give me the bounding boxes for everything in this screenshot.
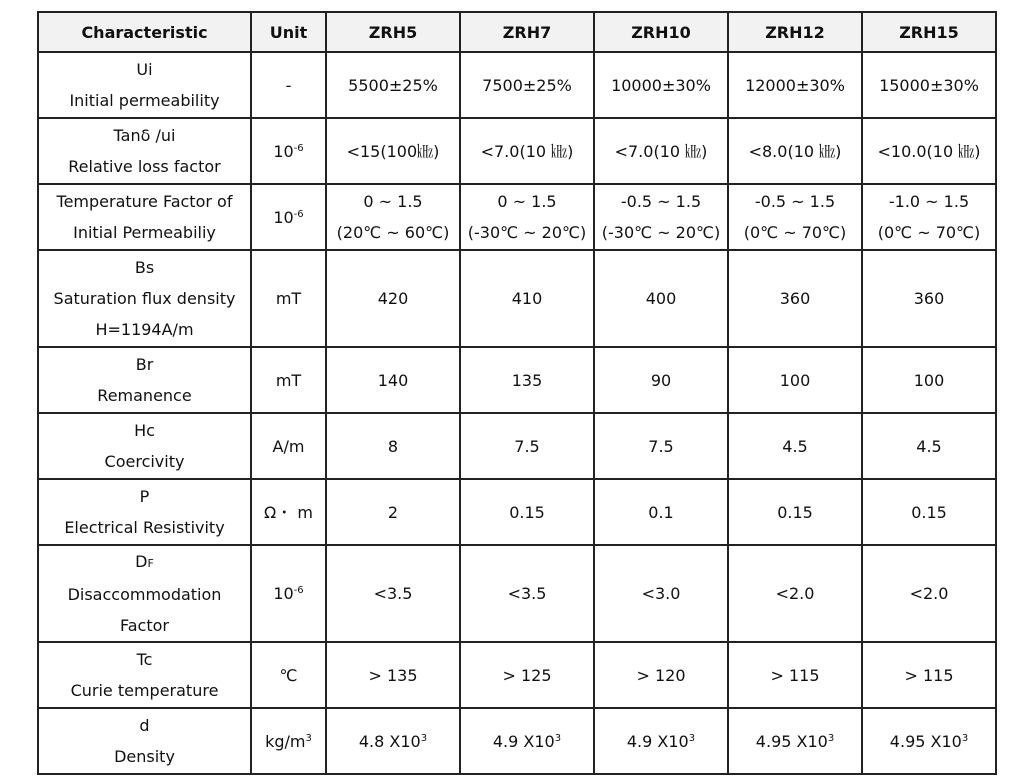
value-mantissa: 4.8 X10 [358, 731, 421, 751]
characteristic-cell [38, 708, 251, 774]
table-row [38, 642, 996, 708]
value-range: 0 ~ 1.5 [497, 192, 557, 211]
value-cell: > 120 [594, 642, 728, 708]
unit-exponent: -6 [293, 208, 304, 220]
table-row [38, 250, 996, 347]
unit-cell: Ω・ m [251, 479, 326, 545]
table-row [38, 708, 996, 774]
value-cell: <10.0(10 ㎑) [862, 118, 996, 184]
value-mantissa: 4.95 X10 [755, 731, 828, 751]
value-cell [862, 708, 996, 774]
value-cell: 10000±30% [594, 52, 728, 118]
value-range: -0.5 ~ 1.5 [620, 192, 702, 211]
characteristic-symbol [41, 546, 248, 579]
value-mantissa: 4.95 X10 [889, 731, 962, 751]
symbol-base: D [135, 552, 148, 571]
characteristic-name: Saturation flux density [53, 289, 236, 308]
characteristic-name-line1: Disaccommodation [67, 585, 222, 604]
header-characteristic: Characteristic [38, 12, 251, 52]
characteristic-name: Electrical Resistivity [64, 518, 225, 537]
characteristic-cell [38, 250, 251, 347]
value-cell [594, 708, 728, 774]
characteristic-name: Initial permeability [69, 91, 220, 110]
value-cell: 360 [862, 250, 996, 347]
characteristic-name-line1: Temperature Factor of [56, 192, 233, 211]
value-temp-range: (20℃ ~ 60℃) [336, 223, 450, 242]
symbol-subscript: F [147, 557, 154, 570]
value-cell: <15(100㎑) [326, 118, 460, 184]
value-cell [728, 708, 862, 774]
value-cell [326, 708, 460, 774]
unit-cell [251, 708, 326, 774]
table-row [38, 184, 996, 250]
characteristic-name-line2: Initial Permeabiliy [73, 223, 216, 242]
table-row [38, 52, 996, 118]
characteristic-cell [38, 184, 251, 250]
unit-cell: mT [251, 347, 326, 413]
characteristic-name: Density [114, 747, 175, 766]
value-temp-range: (0℃ ~ 70℃) [743, 223, 847, 242]
value-cell: 4.5 [728, 413, 862, 479]
characteristic-name: Curie temperature [70, 681, 219, 700]
characteristic-cell [38, 347, 251, 413]
header-zrh10: ZRH10 [594, 12, 728, 52]
value-cell: <8.0(10 ㎑) [728, 118, 862, 184]
value-cell: 7500±25% [460, 52, 594, 118]
value-cell: 400 [594, 250, 728, 347]
unit-cell: mT [251, 250, 326, 347]
value-cell: 0.15 [460, 479, 594, 545]
value-cell [594, 184, 728, 250]
value-cell: 360 [728, 250, 862, 347]
characteristic-condition: H=1194A/m [95, 320, 194, 339]
value-cell [460, 708, 594, 774]
characteristic-cell [38, 642, 251, 708]
value-exponent: 3 [554, 732, 562, 744]
characteristic-name-line2: Factor [120, 616, 169, 635]
value-exponent: 3 [420, 732, 428, 744]
unit-cell: ℃ [251, 642, 326, 708]
value-cell [728, 184, 862, 250]
value-cell: <2.0 [862, 545, 996, 642]
unit-exponent: 3 [305, 732, 312, 744]
table-row [38, 118, 996, 184]
unit-exponent: -6 [293, 585, 304, 596]
value-mantissa: 4.9 X10 [492, 731, 555, 751]
table-row [38, 413, 996, 479]
value-cell: 7.5 [460, 413, 594, 479]
unit-cell [251, 184, 326, 250]
value-cell [326, 184, 460, 250]
value-cell [862, 184, 996, 250]
value-cell: > 125 [460, 642, 594, 708]
value-cell: 90 [594, 347, 728, 413]
value-range: -0.5 ~ 1.5 [754, 192, 836, 211]
value-cell: 0.15 [728, 479, 862, 545]
value-cell: 5500±25% [326, 52, 460, 118]
value-cell: 0.15 [862, 479, 996, 545]
header-zrh7: ZRH7 [460, 12, 594, 52]
value-cell: <7.0(10 ㎑) [460, 118, 594, 184]
characteristic-symbol: Bs [134, 258, 155, 277]
characteristic-name: Coercivity [104, 452, 185, 471]
value-range: -1.0 ~ 1.5 [888, 192, 970, 211]
value-temp-range: (-30℃ ~ 20℃) [601, 223, 721, 242]
characteristic-symbol: d [139, 716, 150, 735]
value-cell: 0.1 [594, 479, 728, 545]
value-cell: 8 [326, 413, 460, 479]
header-unit: Unit [251, 12, 326, 52]
characteristic-cell [38, 545, 251, 642]
header-zrh12: ZRH12 [728, 12, 862, 52]
characteristic-cell [38, 52, 251, 118]
characteristic-name: Remanence [97, 386, 192, 405]
value-cell: > 135 [326, 642, 460, 708]
value-cell [460, 184, 594, 250]
value-cell: > 115 [862, 642, 996, 708]
value-cell: 140 [326, 347, 460, 413]
characteristic-symbol: P [139, 487, 150, 506]
value-mantissa: 4.9 X10 [626, 731, 689, 751]
characteristic-symbol: Hc [134, 421, 155, 440]
value-exponent: 3 [827, 732, 835, 744]
table-row [38, 545, 996, 642]
value-cell: <3.5 [460, 545, 594, 642]
unit-exponent: -6 [293, 142, 304, 154]
spec-table [37, 11, 997, 775]
unit-base: 10 [273, 584, 294, 603]
value-cell: 2 [326, 479, 460, 545]
value-cell: 4.5 [862, 413, 996, 479]
value-cell: 100 [862, 347, 996, 413]
characteristic-symbol: Tc [136, 650, 153, 669]
value-range: 0 ~ 1.5 [363, 192, 423, 211]
value-cell: <2.0 [728, 545, 862, 642]
value-cell: 135 [460, 347, 594, 413]
unit-base: 10 [273, 207, 294, 227]
characteristic-name: Relative loss factor [68, 157, 221, 176]
header-row [38, 12, 996, 52]
header-zrh15: ZRH15 [862, 12, 996, 52]
unit-base: kg/m [265, 731, 306, 751]
table-row [38, 347, 996, 413]
value-exponent: 3 [688, 732, 696, 744]
unit-cell [251, 545, 326, 642]
characteristic-symbol: Tanδ /ui [113, 126, 176, 145]
value-exponent: 3 [961, 732, 969, 744]
unit-cell: - [251, 52, 326, 118]
table-row [38, 479, 996, 545]
unit-cell: A/m [251, 413, 326, 479]
characteristic-symbol: Ui [136, 60, 153, 79]
value-temp-range: (0℃ ~ 70℃) [877, 223, 981, 242]
value-cell: <3.5 [326, 545, 460, 642]
value-cell: > 115 [728, 642, 862, 708]
unit-base: 10 [273, 141, 294, 161]
characteristic-cell [38, 413, 251, 479]
characteristic-cell [38, 479, 251, 545]
value-cell: 15000±30% [862, 52, 996, 118]
value-cell: <7.0(10 ㎑) [594, 118, 728, 184]
header-zrh5: ZRH5 [326, 12, 460, 52]
value-cell: <3.0 [594, 545, 728, 642]
value-cell: 12000±30% [728, 52, 862, 118]
value-cell: 420 [326, 250, 460, 347]
characteristic-symbol: Br [135, 355, 154, 374]
value-cell: 7.5 [594, 413, 728, 479]
value-cell: 100 [728, 347, 862, 413]
characteristic-cell [38, 118, 251, 184]
unit-cell [251, 118, 326, 184]
value-temp-range: (-30℃ ~ 20℃) [467, 223, 587, 242]
value-cell: 410 [460, 250, 594, 347]
